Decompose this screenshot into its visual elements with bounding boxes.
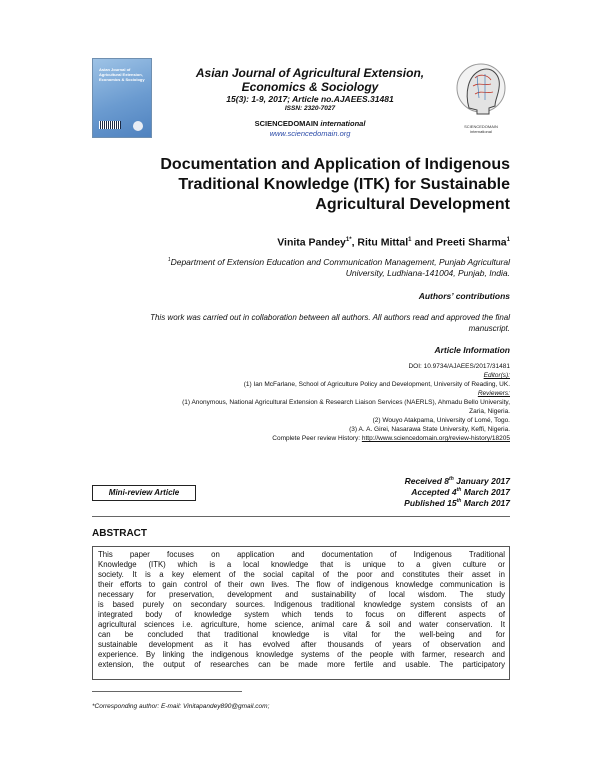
received-date-sup: th xyxy=(449,476,454,482)
author-1: Vinita Pandey xyxy=(277,236,346,249)
publisher-logo-icon xyxy=(455,58,507,124)
abstract-line: their efforts to gain control of their own lives. The flow of indigenous knowledge communication is xyxy=(98,580,505,589)
abstract-line: necessary for preservation, development and sustainability of local wisdom. The study xyxy=(98,590,505,599)
abstract-box xyxy=(92,546,510,680)
editors-label: Editor(s): xyxy=(483,372,510,379)
abstract-line: sustainable development as it has evolved after thousands of years of observation and xyxy=(98,640,505,649)
published-date-text: Published 15 xyxy=(404,497,457,508)
published-date-month: March 2017 xyxy=(461,497,510,508)
abstract-line: This paper focuses on application and documentation of Indigenous Traditional xyxy=(98,550,505,559)
journal-name-line2: Economics & Sociology xyxy=(241,80,379,94)
abstract-line: Knowledge (ITK) which is a local knowledge that is unique to a given culture or xyxy=(98,560,505,569)
article-title-line1: Documentation and Application of Indigenous xyxy=(160,156,510,173)
abstract-line: is based purely on secondary sources. Indigenous traditional knowledge system consists of an xyxy=(98,600,505,609)
section-divider xyxy=(92,516,510,517)
contributions-line2: manuscript. xyxy=(468,323,510,333)
received-date-month: January 2017 xyxy=(453,475,510,486)
contributions-line1: This work was carried out in collaboration between all authors. All authors read and approved the final xyxy=(150,313,510,322)
reviewer-2: (2) Wouyo Atakpama, University of Lomé, Togo. xyxy=(372,417,510,424)
author-list xyxy=(90,233,510,250)
cover-seal xyxy=(133,121,143,131)
accepted-date-sup: th xyxy=(456,487,462,493)
affiliation-line1: Department of Extension Education and Communication Management, Punjab Agricultural xyxy=(170,256,510,267)
publisher-name xyxy=(170,119,450,129)
issn: ISSN: 2320-7027 xyxy=(284,105,336,112)
author-3-mark: 1 xyxy=(506,237,510,243)
article-type-badge: Mini-review Article xyxy=(92,485,196,501)
affiliation-mark: 1 xyxy=(167,257,171,263)
article-info-heading: Article Information xyxy=(434,345,510,355)
publisher-name-suffix: international xyxy=(320,119,366,128)
affiliation-line2: University, Ludhiana-141004, Punjab, India. xyxy=(345,267,510,278)
editor-1: (1) Ian McFarlane, School of Agriculture Policy and Development, University of Reading, UK. xyxy=(243,381,510,388)
footnote-divider xyxy=(92,691,242,692)
reviewer-1-line2: Zaria, Nigeria. xyxy=(469,408,510,415)
reviewer-3: (3) A. A. Girei, Nasarawa State University, Keffi, Nigeria. xyxy=(349,426,510,433)
accepted-date-text: Accepted 4 xyxy=(411,486,457,497)
peer-review-history xyxy=(90,434,510,443)
author-2-mark: 1 xyxy=(408,237,412,243)
journal-cover-image xyxy=(92,58,152,138)
doi: DOI: 10.9734/AJAEES/2017/31481 xyxy=(408,363,510,370)
abstract-line: society. It is a key element of the social capital of the poor and constitutes their asset in xyxy=(98,570,505,579)
contributions-heading: Authors’ contributions xyxy=(418,291,510,301)
author-separator-1: , xyxy=(351,236,355,249)
peer-review-history-link[interactable]: http://www.sciencedomain.org/review-history/18205 xyxy=(361,435,510,442)
published-date xyxy=(300,496,510,509)
journal-name-line1: Asian Journal of Agricultural Extension, xyxy=(195,66,425,80)
article-title xyxy=(90,155,510,215)
publisher-name-main: SCIENCEDOMAIN xyxy=(254,119,319,128)
article-title-line3: Agricultural Development xyxy=(315,196,510,213)
accepted-date-month: March 2017 xyxy=(461,486,510,497)
contributions-text xyxy=(90,313,510,334)
volume-info: 15(3): 1-9, 2017; Article no.AJAEES.31481 xyxy=(226,94,394,104)
reviewers-label: Reviewers: xyxy=(477,390,510,397)
published-date-sup: th xyxy=(456,498,462,504)
abstract-line: extension, the output of researches can be made more fertile and usable. The participatory xyxy=(98,660,505,669)
journal-name xyxy=(170,66,450,94)
corresponding-author-footnote: *Corresponding author: E-mail: Vinitapandey890@gmail.com; xyxy=(92,703,270,710)
author-2: Ritu Mittal xyxy=(357,236,409,249)
abstract-line: experience. By linking the indigenous knowledge systems of the people with farmer, research and xyxy=(98,650,505,659)
logo-caption: SCIENCEDOMAIN international xyxy=(464,124,498,134)
publisher-website-link[interactable]: www.sciencedomain.org xyxy=(269,129,351,138)
abstract-heading: ABSTRACT xyxy=(92,528,147,539)
received-date-text: Received 8 xyxy=(404,475,450,486)
author-3: Preeti Sharma xyxy=(436,236,507,249)
author-1-mark: 1* xyxy=(345,237,352,243)
reviewer-1-line1: (1) Anonymous, National Agricultural Extension & Research Liaison Services (NAERLS), Ahmadu Bello University, xyxy=(182,399,510,406)
abstract-line: agricultural sciences i.e. agriculture, home science, animal care & soil and water conservation. It xyxy=(98,620,505,629)
abstract-line: can be concluded that traditional knowledge is vital for the well-being and for xyxy=(98,630,505,639)
article-title-line2: Traditional Knowledge (ITK) for Sustainable xyxy=(178,176,510,193)
cover-title: Asian Journal of Agricultural Extension, Economics & Sociology xyxy=(99,67,145,82)
peer-review-history-label: Complete Peer review History: xyxy=(272,435,362,442)
abstract-line: integrated body of knowledge system which tends to focus on different aspects of xyxy=(98,610,505,619)
abstract-text xyxy=(98,550,505,670)
affiliation xyxy=(90,255,510,279)
article-info-block xyxy=(90,362,510,443)
cover-barcode xyxy=(99,121,121,129)
author-separator-2: and xyxy=(414,236,434,249)
